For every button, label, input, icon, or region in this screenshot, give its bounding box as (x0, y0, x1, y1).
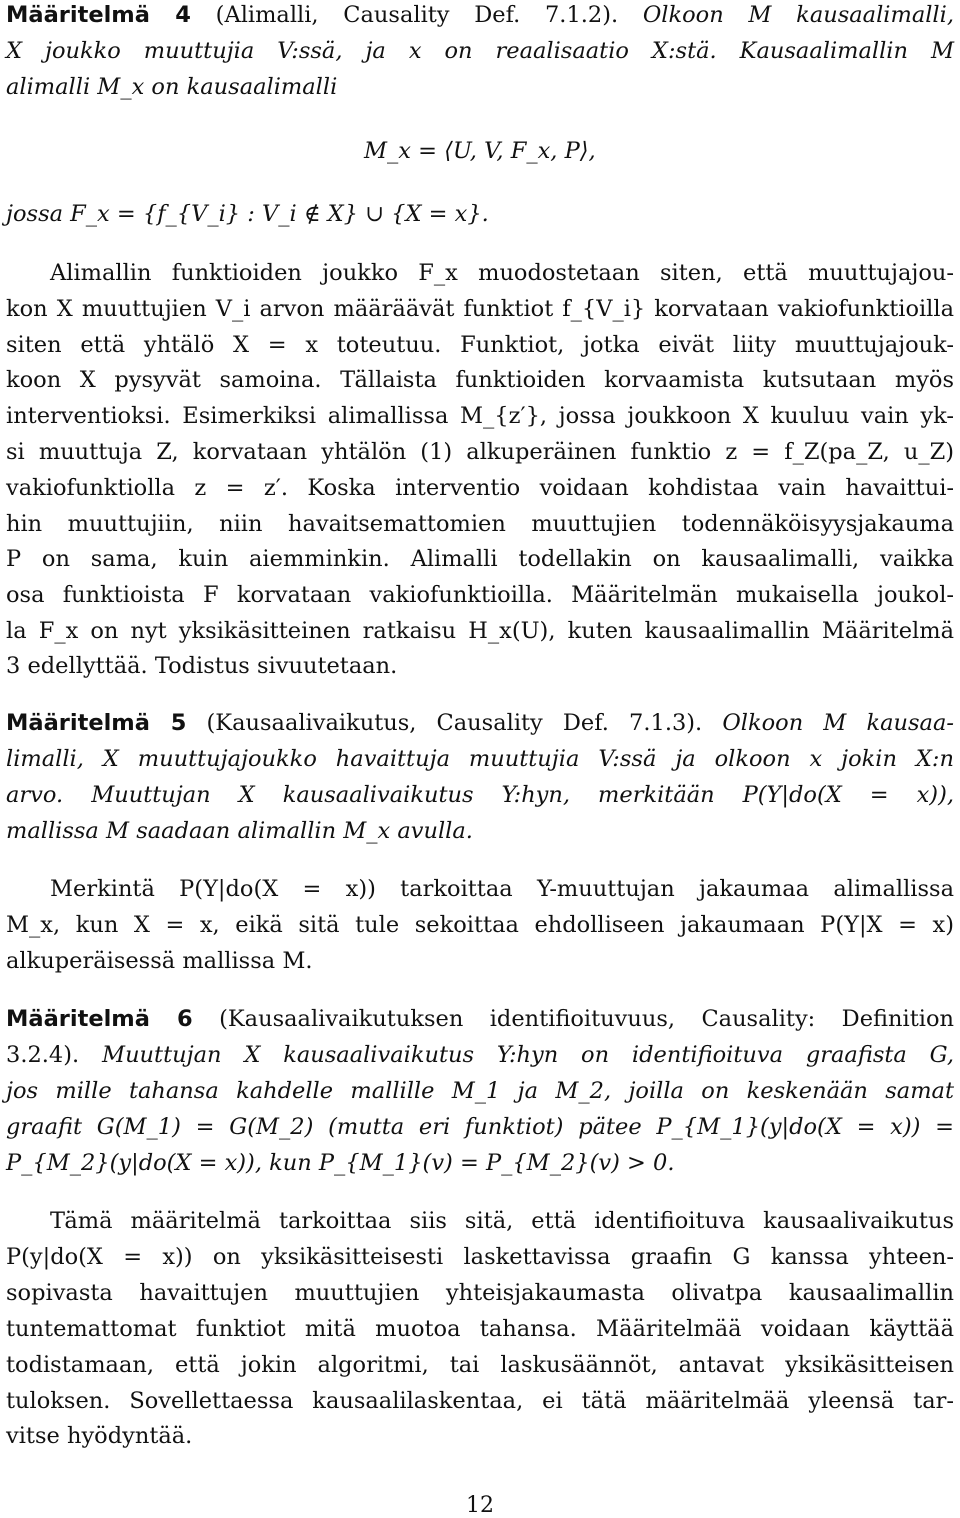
para3-line: tuntemattomat funktiot mitä muotoa tahansa. Määritelmää voidaan käyttää (6, 1316, 954, 1342)
para1-line: interventioksi. Esimerkiksi alimallissa M_{z′}, jossa joukkoon X kuuluu vain yk- (6, 403, 954, 429)
para1-line: si muuttuja Z, korvataan yhtälön (1) alkuperäinen funktio z = f_Z(pa_Z, u_Z) (6, 439, 954, 465)
def6-heading: Määritelmä 6 (6, 1006, 193, 1032)
def6-line-2 (6, 1044, 954, 1067)
def6-line-4: graafit G(M_1) = G(M_2) (mutta eri funktiot) pätee P_{M_1}(y|do(X = x)) = (6, 1114, 954, 1140)
para3-line: P(y|do(X = x)) on yksikäsitteisesti laskettavissa graafin G kanssa yhteen- (6, 1244, 954, 1270)
para3-line: tuloksen. Sovellettaessa kausaalilaskentaa, ei tätä määritelmää yleensä tar- (6, 1388, 954, 1414)
def5-text-1: Olkoon M kausaa- (702, 710, 954, 736)
para1-line: Alimallin funktioiden joukko F_x muodostetaan siten, että muuttujajou- (50, 260, 954, 286)
para3-line: Tämä määritelmä tarkoittaa siis sitä, että identifioituva kausaalivaikutus (50, 1208, 954, 1234)
def5-line-2: limalli, X muuttujajoukko havaittuja muuttujia V:ssä ja olkoon x jokin X:n (6, 746, 954, 772)
para2-line: alkuperäisessä mallissa M. (6, 948, 313, 974)
def6-source-2: 3.2.4). (6, 1042, 80, 1068)
document-page (6, 0, 954, 1518)
def4-equation: M_x = ⟨U, V, F_x, P⟩, (364, 138, 596, 164)
def4-source: (Alimalli, Causality Def. 7.1.2). (190, 2, 619, 28)
def6-line-5: P_{M_2}(y|do(X = x)), kun P_{M_1}(v) = P_{M_2}(v) > 0. (6, 1150, 675, 1176)
para1-line: 3 edellyttää. Todistus sivuutetaan. (6, 653, 398, 679)
def5-line-1 (6, 712, 954, 735)
para1-line: P on sama, kuin aiemminkin. Alimalli todellakin on kausaalimalli, vaikka (6, 546, 954, 572)
para2-line: Merkintä P(Y|do(X = x)) tarkoittaa Y-muuttujan jakaumaa alimallissa (50, 876, 954, 902)
def4-text-1: Olkoon M kausaalimalli, (618, 2, 954, 28)
def5-source: (Kausaalivaikutus, Causality Def. 7.1.3). (186, 710, 703, 736)
def5-line-4: mallissa M saadaan alimallin M_x avulla. (6, 818, 473, 844)
def4-line-2: X joukko muuttujia V:ssä, ja x on reaalisaatio X:stä. Kausaalimallin M (6, 38, 954, 64)
para1-line: siten että yhtälö X = x toteutuu. Funktiot, jotka eivät liity muuttujajouk- (6, 332, 954, 358)
page-number: 12 (466, 1493, 494, 1518)
def4-jossa: jossa F_x = {f_{V_i} : V_i ∉ X} ∪ {X = x}. (6, 201, 489, 227)
def6-line-3: jos mille tahansa kahdelle mallille M_1 ja M_2, joilla on keskenään samat (6, 1078, 954, 1104)
def4-line-3: alimalli M_x on kausaalimalli (6, 74, 338, 100)
para3-line: vitse hyödyntää. (6, 1423, 193, 1449)
def5-line-3: arvo. Muuttujan X kausaalivaikutus Y:hyn, merkitään P(Y|do(X = x)), (6, 782, 954, 808)
def4-heading: Määritelmä 4 (6, 2, 191, 28)
para2-line: M_x, kun X = x, eikä sitä tule sekoittaa ehdolliseen jakaumaan P(Y|X = x) (6, 912, 954, 938)
def6-text-1: Muuttujan X kausaalivaikutus Y:hyn on identifioituva graafista G, (79, 1042, 954, 1068)
para1-line: osa funktioista F korvataan vakiofunktioilla. Määritelmän mukaisella joukol- (6, 582, 954, 608)
def6-line-1 (6, 1008, 954, 1031)
para1-line: hin muuttujiin, niin havaitsemattomien muuttujien todennäköisyysjakauma (6, 511, 954, 537)
def6-source: (Kausaalivaikutuksen identifioituvuus, Causality: Definition (192, 1006, 954, 1032)
para1-line: kon X muuttujien V_i arvon määräävät funktiot f_{V_i} korvataan vakiofunktioilla (6, 296, 954, 322)
para3-line: todistamaan, että jokin algoritmi, tai laskusäännöt, antavat yksikäsitteisen (6, 1352, 954, 1378)
para1-line: koon X pysyvät samoina. Tällaista funktioiden korvaamista kutsutaan myös (6, 367, 954, 393)
para1-line: vakiofunktiolla z = z′. Koska interventio voidaan kohdistaa vain havaittui- (6, 475, 954, 501)
para1-line: la F_x on nyt yksikäsitteinen ratkaisu H_x(U), kuten kausaalimallin Määritelmä (6, 618, 954, 644)
def4-line-1 (6, 4, 954, 27)
para3-line: sopivasta havaittujen muuttujien yhteisjakaumasta olivatpa kausaalimallin (6, 1280, 954, 1306)
def5-heading: Määritelmä 5 (6, 710, 187, 736)
